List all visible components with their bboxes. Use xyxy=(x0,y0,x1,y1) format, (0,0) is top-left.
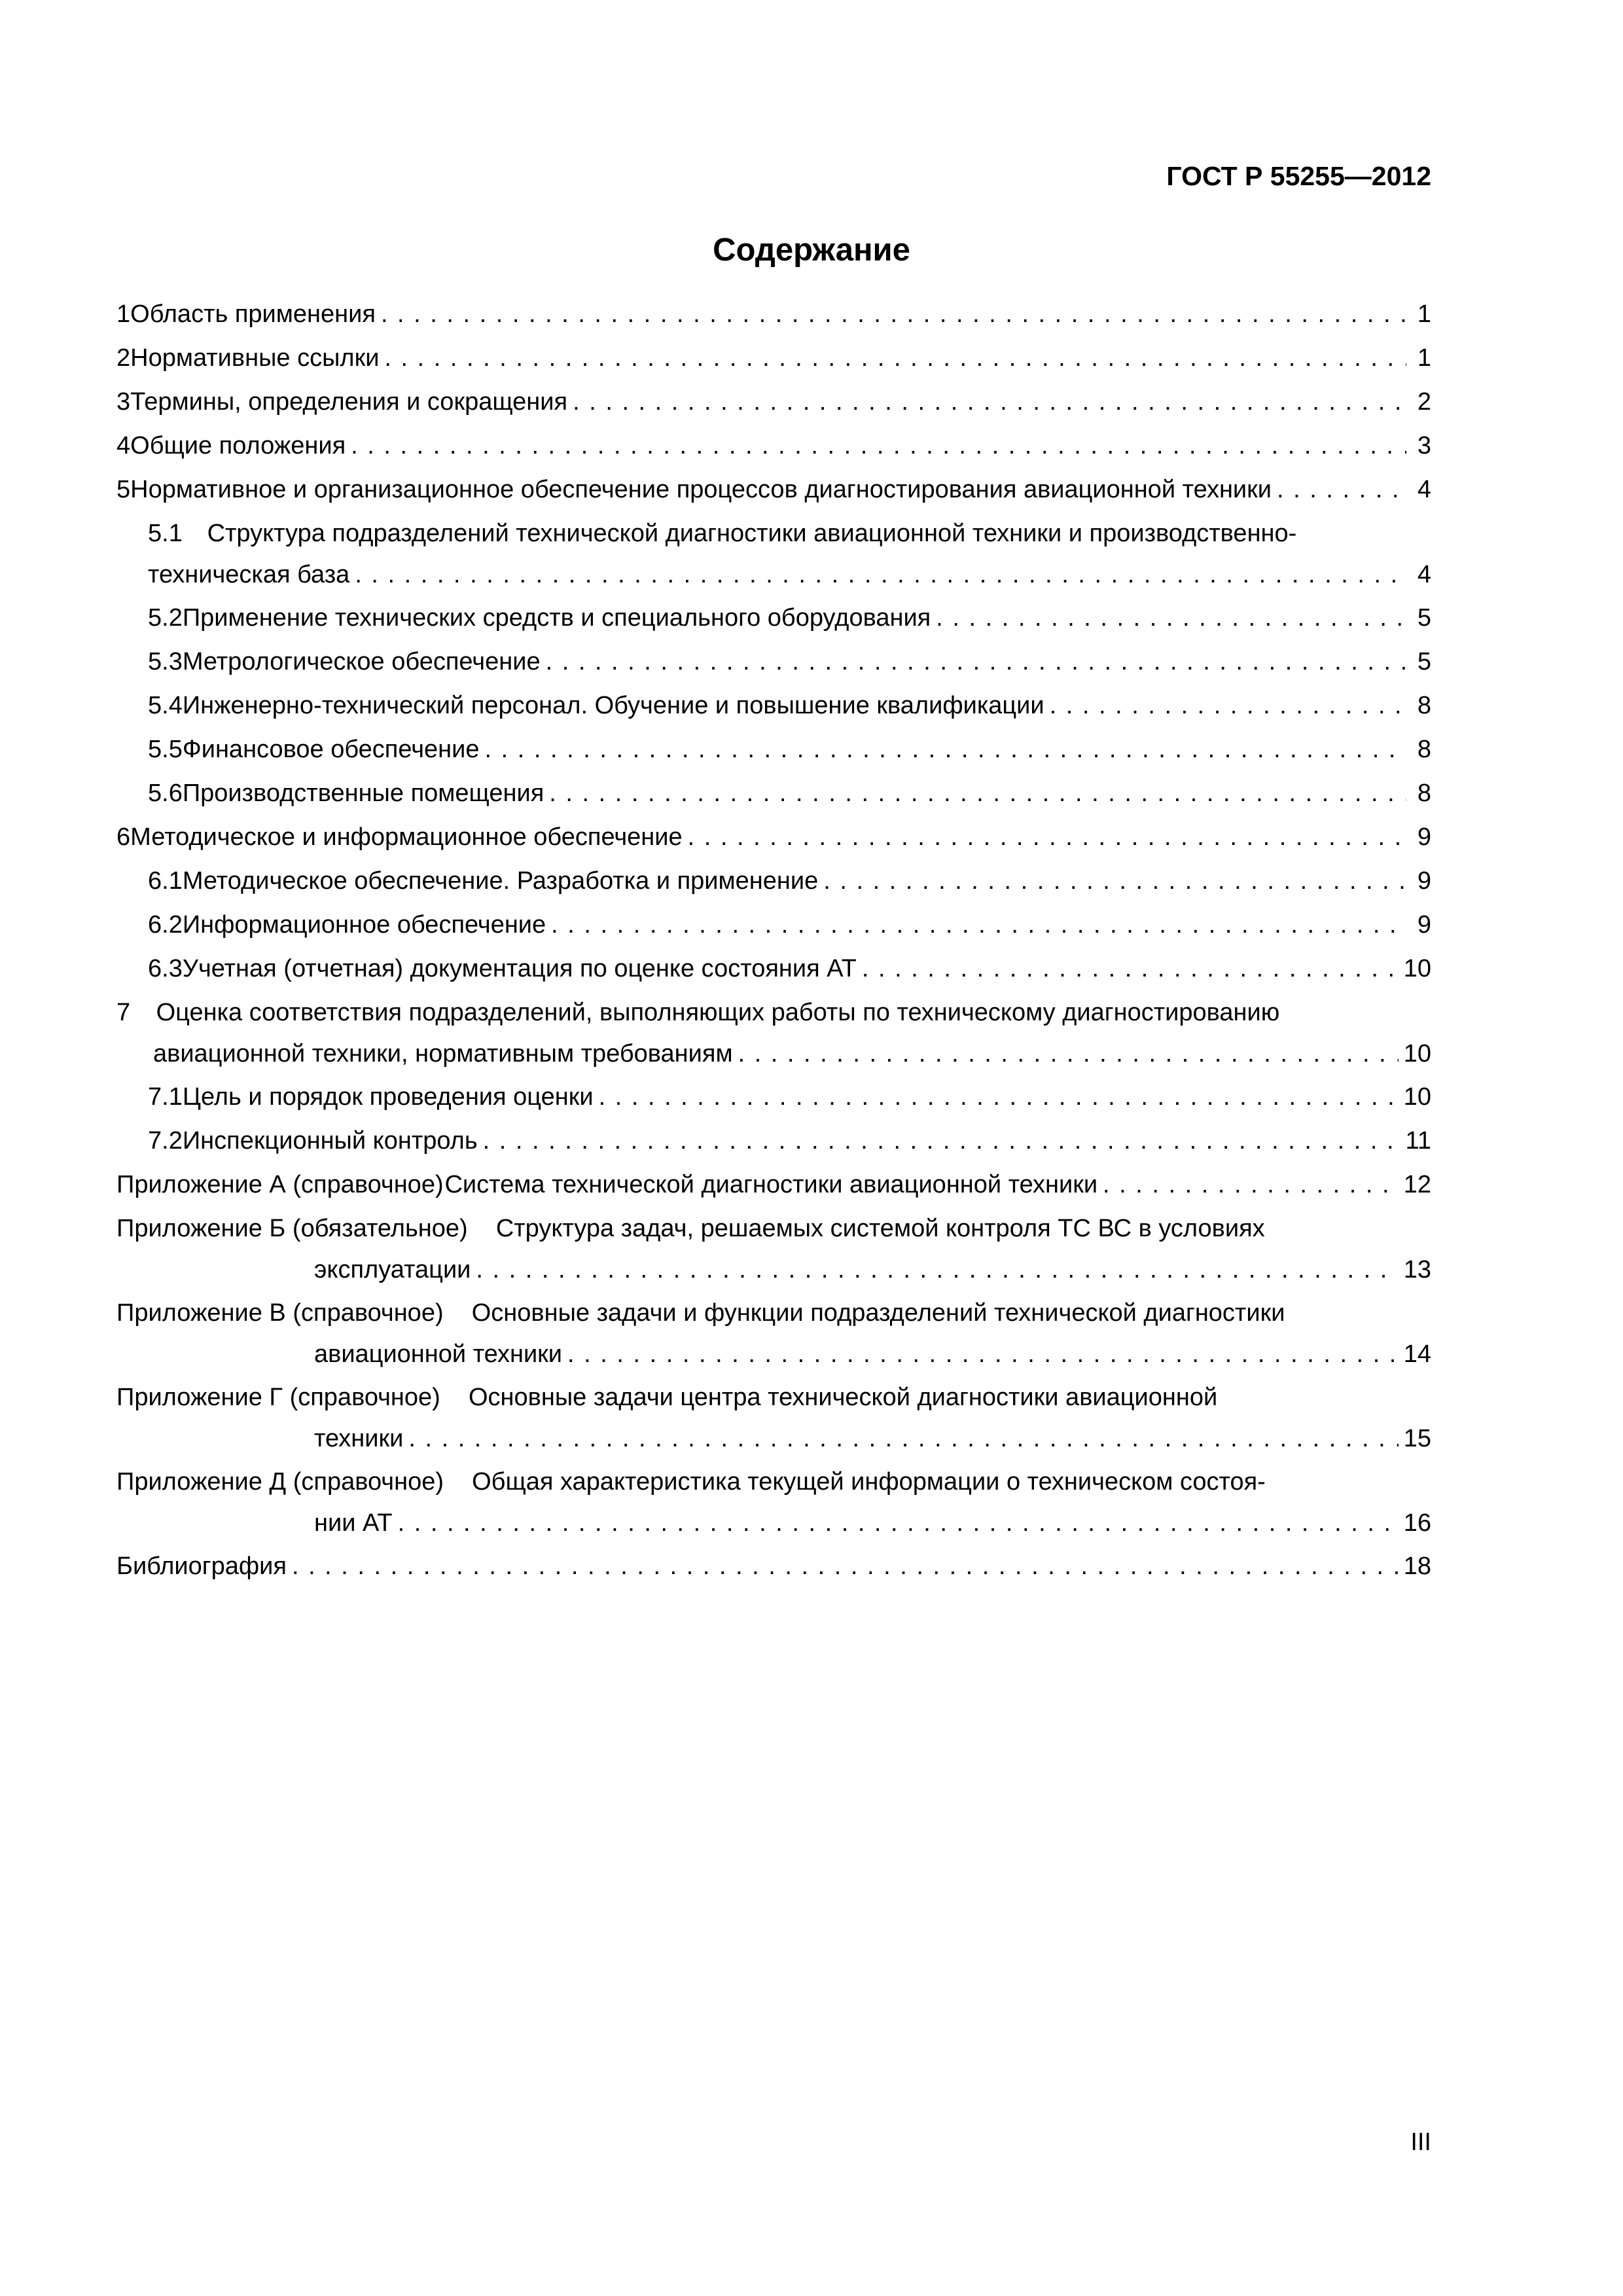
toc-page: 15 xyxy=(1403,1425,1431,1452)
dot-leader xyxy=(549,774,1406,813)
dot-leader xyxy=(567,1335,1399,1374)
toc-entry-5-3[interactable] xyxy=(116,642,1431,681)
appendix-label: Приложение Б (обязательное) xyxy=(116,1215,468,1242)
toc-entry-appendix-d[interactable] xyxy=(116,1462,1431,1545)
toc-text: Производственные помещения xyxy=(182,780,544,807)
toc-entry-appendix-b[interactable] xyxy=(116,1209,1431,1291)
toc-page: 11 xyxy=(1405,1127,1431,1155)
toc-text: Область применения xyxy=(130,300,376,328)
toc-entry-5-2[interactable] xyxy=(116,598,1431,637)
dot-leader xyxy=(351,426,1406,465)
toc-page: 12 xyxy=(1403,1171,1431,1198)
dot-leader xyxy=(355,555,1406,594)
toc-text-line1: Основные задачи центра технической диагностики авиационной xyxy=(468,1384,1218,1411)
toc-entry-6-1[interactable] xyxy=(116,861,1431,901)
toc-number: 1 xyxy=(116,300,131,328)
toc-number: 5 xyxy=(116,476,131,503)
toc-text: Методическое и информационное обеспечение xyxy=(130,823,683,851)
toc-page: 5 xyxy=(1417,604,1431,632)
toc-page: 16 xyxy=(1403,1509,1431,1537)
toc-number: 6.3 xyxy=(148,955,183,982)
toc-text: эксплуатации xyxy=(314,1256,471,1283)
toc-page: 14 xyxy=(1403,1340,1431,1368)
toc-page: 1 xyxy=(1417,344,1431,372)
page-number: III xyxy=(1410,2128,1431,2156)
toc-text-line1: Основные задачи и функции подразделений технической диагностики xyxy=(471,1299,1285,1327)
toc-page: 9 xyxy=(1417,823,1431,851)
toc-text: Библиография xyxy=(116,1552,287,1580)
toc-number: 5.5 xyxy=(148,736,183,763)
toc-entry-6-3[interactable] xyxy=(116,949,1431,988)
toc-entry-6[interactable] xyxy=(116,817,1431,857)
toc-text: Нормативное и организационное обеспечение процессов диагностирования авиационной техники xyxy=(130,476,1272,503)
toc-text: Информационное обеспечение xyxy=(182,911,546,939)
toc-page: 10 xyxy=(1403,1040,1431,1067)
toc-page: 18 xyxy=(1403,1552,1431,1580)
dot-leader xyxy=(408,1419,1398,1458)
toc-text: Финансовое обеспечение xyxy=(182,736,480,763)
toc-page: 10 xyxy=(1403,955,1431,982)
toc-number: 6.1 xyxy=(148,867,183,895)
toc-page: 8 xyxy=(1417,692,1431,719)
page-title: Содержание xyxy=(713,232,910,268)
dot-leader xyxy=(476,1250,1398,1289)
toc-entry-1[interactable] xyxy=(116,295,1431,334)
toc-page: 1 xyxy=(1417,300,1431,328)
dot-leader xyxy=(1103,1165,1399,1204)
appendix-label: Приложение Д (справочное) xyxy=(116,1468,444,1496)
toc-page: 3 xyxy=(1417,432,1431,459)
toc-number: 2 xyxy=(116,344,131,372)
dot-leader xyxy=(936,598,1406,637)
dot-leader xyxy=(738,1034,1399,1073)
toc-number: 5.4 xyxy=(148,692,183,719)
toc-entry-4[interactable] xyxy=(116,426,1431,465)
toc-number: 3 xyxy=(116,388,131,416)
dot-leader xyxy=(398,1503,1399,1543)
toc-text: Нормативные ссылки xyxy=(130,344,380,372)
toc-page: 2 xyxy=(1417,388,1431,416)
toc-entry-5-6[interactable] xyxy=(116,774,1431,813)
appendix-label: Приложение Г (справочное) xyxy=(116,1384,440,1411)
toc-entry-5[interactable] xyxy=(116,470,1431,509)
toc-text: Метрологическое обеспечение xyxy=(182,648,541,675)
dot-leader xyxy=(485,730,1406,769)
toc-text-line1: Структура задач, решаемых системой контроля ТС ВС в условиях xyxy=(495,1215,1265,1242)
dot-leader xyxy=(599,1077,1399,1117)
toc-number: 6 xyxy=(116,823,131,851)
toc-number: 5.3 xyxy=(148,648,183,675)
dot-leader xyxy=(862,949,1399,988)
toc-entry-7-2[interactable] xyxy=(116,1121,1431,1160)
toc-number: 5.1 xyxy=(148,520,183,547)
dot-leader xyxy=(688,817,1406,857)
toc-text: нии АТ xyxy=(314,1509,393,1537)
toc-entry-6-2[interactable] xyxy=(116,905,1431,944)
toc-page: 4 xyxy=(1417,476,1431,503)
dot-leader xyxy=(381,295,1406,334)
toc-text: авиационной техники xyxy=(314,1340,563,1368)
dot-leader xyxy=(1277,470,1406,509)
toc-page: 4 xyxy=(1417,561,1431,588)
dot-leader xyxy=(546,642,1406,681)
toc-entry-7[interactable] xyxy=(116,993,1431,1075)
toc-entry-5-1[interactable] xyxy=(116,514,1431,596)
toc-text-line1: Оценка соответствия подразделений, выполняющих работы по техническому диагностированию xyxy=(156,999,1280,1026)
toc-text-line1: Общая характеристика текущей информации о техническом состоя- xyxy=(472,1468,1266,1496)
toc-text: Применение технических средств и специального оборудования xyxy=(182,604,931,632)
toc-entry-7-1[interactable] xyxy=(116,1077,1431,1117)
toc-entry-bibliography[interactable] xyxy=(116,1547,1431,1586)
toc-page: 8 xyxy=(1417,780,1431,807)
toc-entry-appendix-v[interactable] xyxy=(116,1293,1431,1376)
toc-text: Учетная (отчетная) документация по оценке состояния АТ xyxy=(182,955,857,982)
toc-text: Система технической диагностики авиационной техники xyxy=(444,1171,1098,1198)
document-code: ГОСТ Р 55255—2012 xyxy=(1166,161,1431,191)
toc-text: техники xyxy=(314,1425,404,1452)
toc-number: 7.2 xyxy=(148,1127,183,1155)
dot-leader xyxy=(823,861,1406,901)
toc-text: Общие положения xyxy=(130,432,346,459)
toc-number: 4 xyxy=(116,432,131,459)
toc-text: Методическое обеспечение. Разработка и применение xyxy=(182,867,819,895)
appendix-label: Приложение В (справочное) xyxy=(116,1299,444,1327)
toc-text: Инспекционный контроль xyxy=(182,1127,478,1155)
toc-entry-2[interactable] xyxy=(116,338,1431,378)
toc-text: техническая база xyxy=(148,561,350,588)
toc-entry-appendix-a[interactable] xyxy=(116,1165,1431,1204)
dot-leader xyxy=(292,1547,1399,1586)
toc-page: 9 xyxy=(1417,867,1431,895)
toc-page: 10 xyxy=(1403,1083,1431,1111)
toc-entry-5-4[interactable] xyxy=(116,686,1431,725)
toc-page: 8 xyxy=(1417,736,1431,763)
toc-number: 5.2 xyxy=(148,604,183,632)
toc-number: 7 xyxy=(116,999,131,1026)
dot-leader xyxy=(551,905,1406,944)
toc-entry-appendix-g[interactable] xyxy=(116,1378,1431,1460)
appendix-label: Приложение А (справочное) xyxy=(116,1171,444,1198)
toc-number: 5.6 xyxy=(148,780,183,807)
toc-text: Инженерно-технический персонал. Обучение и повышение квалификации xyxy=(182,692,1044,719)
dot-leader xyxy=(483,1121,1400,1160)
toc-page: 5 xyxy=(1417,648,1431,675)
toc-text: Цель и порядок проведения оценки xyxy=(182,1083,594,1111)
toc-text-line1: Структура подразделений технической диагностики авиационной техники и производственно- xyxy=(207,520,1297,547)
toc-entry-5-5[interactable] xyxy=(116,730,1431,769)
toc-text: Термины, определения и сокращения xyxy=(130,388,568,416)
toc-page: 9 xyxy=(1417,911,1431,939)
toc-number: 7.1 xyxy=(148,1083,183,1111)
dot-leader xyxy=(573,382,1406,422)
dot-leader xyxy=(1050,686,1406,725)
toc-entry-3[interactable] xyxy=(116,382,1431,422)
toc-text: авиационной техники, нормативным требованиям xyxy=(153,1040,733,1067)
toc-page: 13 xyxy=(1403,1256,1431,1283)
toc-number: 6.2 xyxy=(148,911,183,939)
dot-leader xyxy=(384,338,1406,378)
